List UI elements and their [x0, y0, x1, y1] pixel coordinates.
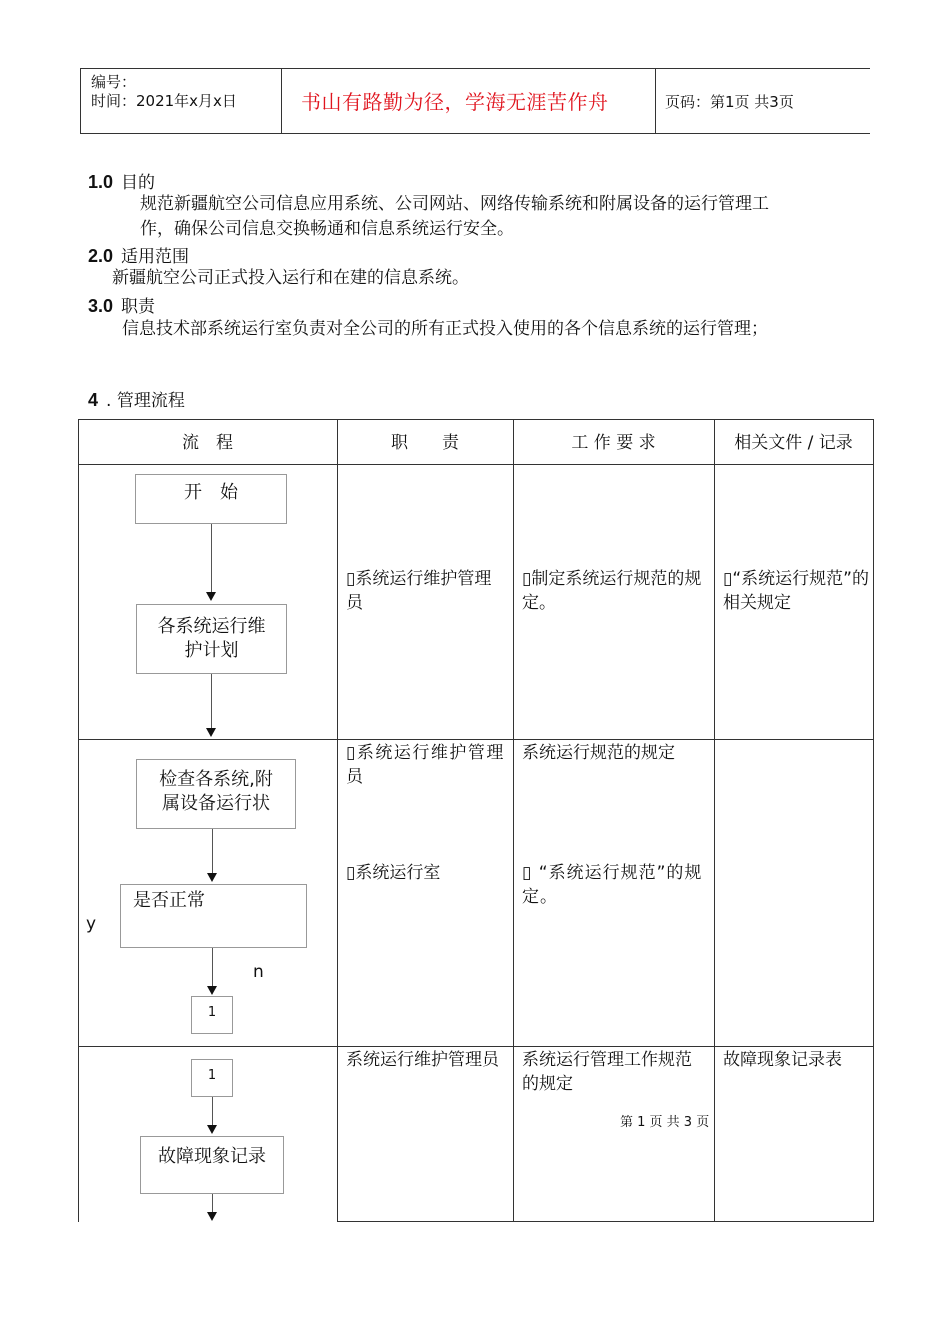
row2-duty-2: ▯系统运行室 [346, 863, 441, 883]
row3-duty: 系统运行维护管理员 [346, 1050, 499, 1070]
row3-docs: 故障现象记录表 [723, 1050, 842, 1070]
flow-decision-box: 是否正常 [120, 884, 307, 948]
section-2-text: 新疆航空公司正式投入运行和在建的信息系统。 [112, 268, 469, 288]
arrow-down-icon [206, 728, 216, 737]
table-border [78, 419, 79, 1222]
table-border [337, 419, 338, 1222]
row3-requirement: 系统运行管理工作规范的规定 [522, 1050, 692, 1094]
section-1-heading: 1.0 目的 [88, 172, 156, 193]
header-divider [281, 69, 282, 133]
table-border [337, 1221, 873, 1222]
page-footer: 第 1 页 共 3 页 [620, 1115, 710, 1130]
table-border [78, 419, 873, 420]
flow-no-label: n [253, 962, 264, 982]
section-1-text: 作，确保公司信息交换畅通和信息系统运行安全。 [140, 219, 514, 239]
arrow-down-icon [206, 592, 216, 601]
header-flow: 流 程 [182, 433, 233, 453]
flow-start-box: 开 始 [135, 474, 287, 524]
arrow-down-icon [207, 1212, 217, 1221]
table-border [873, 419, 874, 1222]
section-4-heading: 4 . 管理流程 [88, 390, 185, 411]
header-divider [655, 69, 656, 133]
motto: 书山有路勤为径，学海无涯苦作舟 [301, 90, 609, 114]
flow-yes-label: y [86, 914, 97, 934]
flow-connector-line [212, 1097, 213, 1125]
row1-requirement: ▯制定系统运行规范的规定。 [522, 569, 702, 613]
table-border [714, 419, 715, 1222]
document-header [80, 68, 870, 134]
flow-connector-line [212, 1194, 213, 1212]
row2-requirement-1: 系统运行规范的规定 [522, 743, 675, 763]
flow-plan-box: 各系统运行维护计划 [136, 604, 287, 674]
flow-connector-line [212, 948, 213, 986]
header-duty: 职 责 [391, 433, 459, 453]
flow-connector-in: 1 [191, 1059, 233, 1097]
flow-connector-out: 1 [191, 996, 233, 1034]
table-border [78, 464, 873, 465]
section-2-heading: 2.0 适用范围 [88, 246, 190, 267]
row1-docs: ▯“系统运行规范”的相关规定 [723, 569, 869, 613]
time-label: 时间：2021年x月x日 [91, 92, 237, 110]
flow-check-box: 检查各系统,附属设备运行状 [136, 759, 296, 829]
table-border [78, 739, 873, 740]
flow-connector-line [211, 674, 212, 728]
header-requirement: 工 作 要 求 [571, 433, 656, 453]
row1-duty: ▯系统运行维护管理员 [346, 569, 492, 613]
row2-duty-1: ▯系统运行维护管理员 [346, 743, 505, 787]
arrow-down-icon [207, 873, 217, 882]
section-3-text: 信息技术部系统运行室负责对全公司的所有正式投入使用的各个信息系统的运行管理； [122, 319, 768, 339]
row2-requirement-2: ▯ “系统运行规范”的规定。 [522, 863, 703, 907]
header-docs: 相关文件 / 记录 [734, 433, 853, 453]
table-border [78, 1046, 873, 1047]
flow-fault-box: 故障现象记录 [140, 1136, 284, 1194]
arrow-down-icon [207, 986, 217, 995]
arrow-down-icon [207, 1125, 217, 1134]
flow-connector-line [211, 524, 212, 592]
flow-connector-line [212, 829, 213, 873]
number-label: 编号： [91, 73, 137, 91]
page-label: 页码：第1页 共3页 [665, 93, 794, 111]
table-border [513, 419, 514, 1222]
section-1-text: 规范新疆航空公司信息应用系统、公司网站、网络传输系统和附属设备的运行管理工 [140, 194, 769, 214]
section-3-heading: 3.0 职责 [88, 296, 156, 317]
